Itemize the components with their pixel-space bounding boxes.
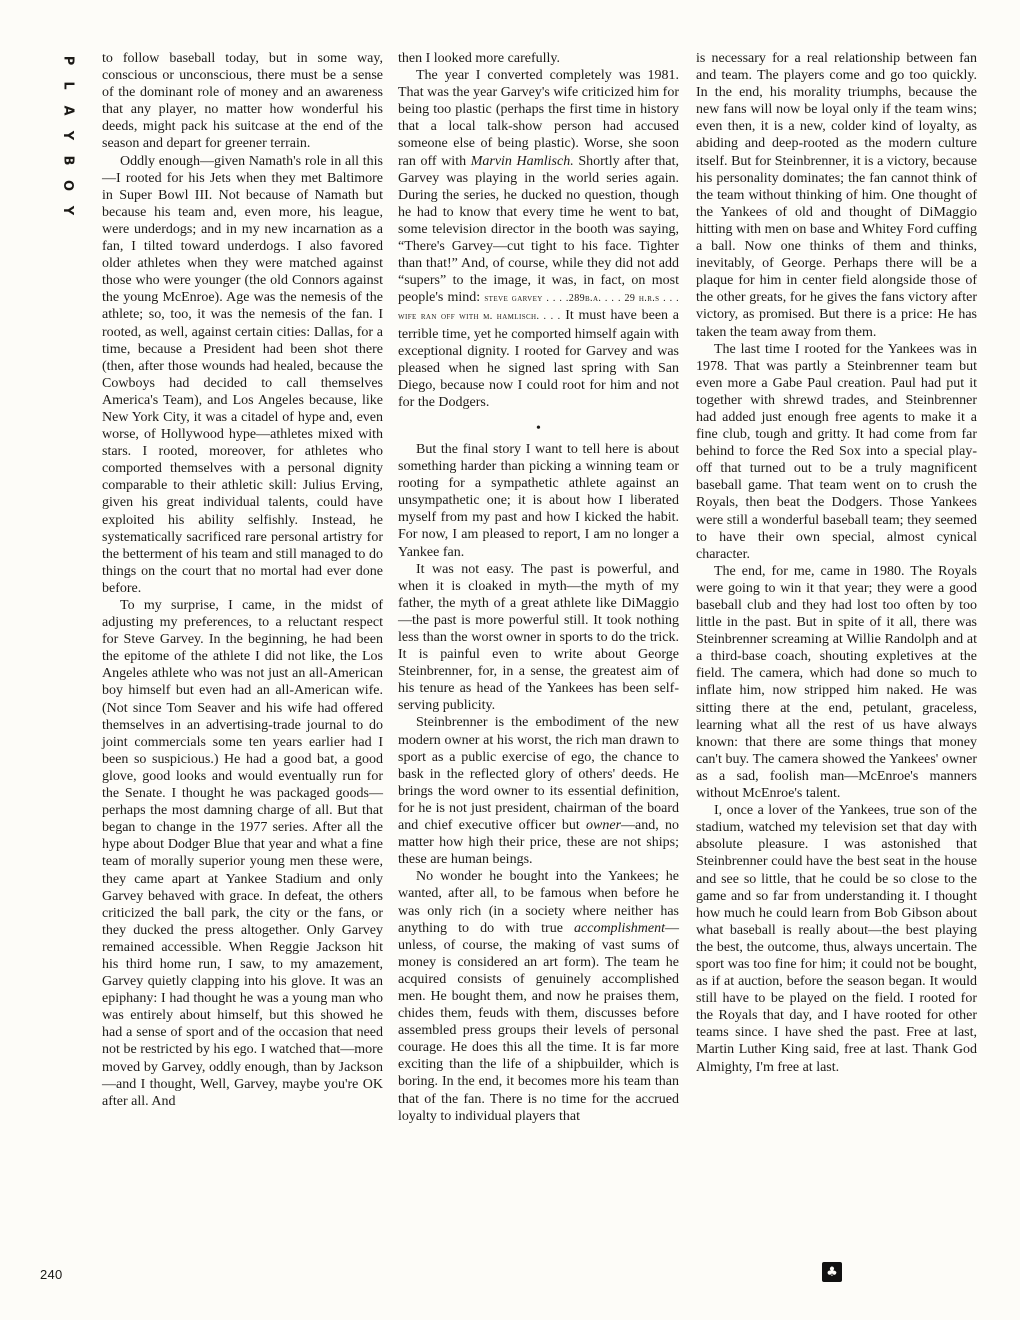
section-break-bullet: • xyxy=(536,420,541,436)
italic-text: owner xyxy=(586,818,622,834)
article-paragraph xyxy=(696,802,977,1076)
paragraph-text: is necessary for a real relationship between fan and team. The players come and go too quickly. In the end, his morality triumphs, because the new fans will now be loyal only if the team wins; even then, it is a new, colder kind of loyalty, as abiding and deep-rooted as the modern culture itself. But for Steinbrenner, it is a victory, because his personality dominates; the fan cannot think of the team without thinking of him. One thought of the Yankees of old and thought of DiMaggio hitting with men on base and Whitey Ford cuffing a ball. Now one thinks of them and thinks, inevitably, of George. Perhaps there will be a plaque for him in center field alongside those of the other greats, for he gives the fans victory after victory, as promised. But there is a price: He has taken the team away from them. xyxy=(696,51,977,340)
paragraph-text: To my surprise, I came, in the midst of adjusting my preferences, to a reluctant respect for Steve Garvey. In the beginning, he had been the epitome of the athlete I did not like, the Los Angeles athlete who was not just an all-American boy himself but even had an all-American wife. (Not since Tom Seaver and his wife had offered themselves in an advertising-trade journal to do joint commercials some ten years earlier had I been so suspicious.) He had a good bat, a good glove, good looks and would eventually run for the Senate. I thought he was packaged goods—perhaps the most damning charge of all. But that began to change in the 1977 series. After all the hype about Dodger Blue that year and what a fine team of morally superior young men these were, they came apart at Yankee Stadium and only Garvey behaved with grace. In defeat, the others criticized the ball park, the city or the fans, or they ducked the press altogether. Only Garvey remained accessible. When Reggie Jackson hit his third home run, I saw, to my amazement, Garvey quietly clapping into his glove. It was an epiphany: I had thought he was a young man who was entirely about himself, but this showed he had a sense of sport and of the occasion that need not be restricted by his ego. I watched that—more moved by Garvey, oddly enough, than by Jackson—and I thought, Well, Garvey, maybe you're OK after all. And xyxy=(102,598,383,1109)
masthead-letter: B xyxy=(60,155,76,166)
article-paragraph xyxy=(398,67,679,411)
paragraph-text: I, once a lover of the Yankees, true son of the stadium, watched my television set that day with absolute pleasure. I was astonished that Steinbrenner could have the best seat in the house and see so little, that he could be so close to the game and so far from understanding it. I thought how much he could learn from Bob Gibson about what baseball is really about—the best playing the best, the outcome, thus, always uncertain. The sport was too fine for him; it could not be bought, as if at auction, before the season began. It would still have to be played on the field. I rooted for the Royals that day, and I have rooted for other teams since. I have shed the past. Free at last, Martin Luther King said, free at last. Thank God Almighty, I'm free at last. xyxy=(696,803,977,1075)
article-paragraph xyxy=(696,341,977,563)
masthead-letter: Y xyxy=(60,205,76,216)
page-number: 240 xyxy=(40,1267,63,1282)
paragraph-text: The year I converted completely was 1981. That was the year Garvey's wife criticized him for being too plastic (perhaps the first time in history that a local talk-show person had accused someone else of being plastic). Worse, she soon ran off with xyxy=(398,68,679,169)
masthead-letter: P xyxy=(60,55,76,66)
article-paragraph xyxy=(398,561,679,715)
article-paragraph xyxy=(398,714,679,868)
article-paragraph xyxy=(398,50,679,67)
paragraph-text: Oddly enough—given Namath's role in all this—I rooted for his Jets when they met Baltimore in Super Bowl III. Not because of Namath but because his team and, even more, his league, were underdogs; and in my new incarnation as a fan, I tilted toward underdogs. I also favored older athletes when they were matched against those who were younger (the old Connors against the young McEnroe). Age was the nemesis of the athlete; so, too, it was the nemesis of the fan. I rooted, as well, against certain cities: Dallas, for a time, because a President had been shot there (then, after those wounds had healed, because the Cowboys had decided to call themselves America's Team), and Los Angeles because, like New York City, it was a citadel of hype and, even worse, of Hollywood hype—athletes mixed with stars. I rooted, moreover, for athletes who comported themselves with a personal dignity comparable to their athletic skill: Julius Erving, given his great individual talents, could have exploited his ability selfishly. Instead, he systematically sacrificed rare personal artistry for the betterment of his team and still managed to do things on the court that no mortal had ever done before. xyxy=(102,153,383,596)
paragraph-text: No wonder he bought into the Yankees; he wanted, after all, to be famous when before he was only rich (in a society where neither has anything to do with true xyxy=(398,869,679,936)
article-paragraph xyxy=(696,563,977,802)
article-paragraph xyxy=(102,597,383,1110)
masthead-letter: L xyxy=(60,81,76,90)
paragraph-text: The last time I rooted for the Yankees was in 1978. That was partly a Steinbrenner team but even more a Gabe Paul creation. Paul had put it together with shrewd trades, and Steinbrenner had added just enough free agents to make it a fine club, tough and gritty. It had come from far behind to force the Red Sox into a special play-off that turned out to be a truly magnificent baseball game. That team went on to crush the Royals, then beat the Dodgers. Those Yankees were still a wonderful baseball team; they seemed to have their own special, almost cynical character. xyxy=(696,341,977,562)
paragraph-text: —unless, of course, the making of vast sums of money is considered an art form). The team he acquired consists of genuinely accomplished men. He bought them, and now he praises them, chides them, feuds with them, discusses before assembled press groups their levels of personal courage. He does this all the time. It is far more exciting than the life of a shipbuilder, which is boring. In the end, it becomes more his team than that of the fan. There is no time for the accrued loyalty to individual players that xyxy=(398,920,679,1124)
paragraph-text: Shortly after that, Garvey was playing in the world series again. During the series, he ducked no question, though he had to know that every time he went to bat, some television director in the booth was saying, “There's Garvey—cut tight to his face. Tighter than that!” And, of course, while they did not add “supers” to the image, it was, in fact, on most people's mind: xyxy=(398,153,679,306)
magazine-masthead-vertical xyxy=(50,48,74,223)
article-paragraph xyxy=(102,50,383,153)
end-mark-icon: ♣ xyxy=(822,1262,842,1282)
paragraph-text: But the final story I want to tell here is about something harder than picking a winning team or rooting for a sympathetic athlete against an unsympathetic one; it is about how I liberated myself from my past and how I kicked the habit. For now, I am pleased to report, I am no longer a Yankee fan. xyxy=(398,441,679,560)
paragraph-text: —and, no matter how high their price, these are not ships; these are human beings. xyxy=(398,818,679,868)
text-column-3 xyxy=(696,50,977,1076)
masthead-letter: O xyxy=(60,179,76,192)
article-paragraph xyxy=(696,50,977,341)
small-caps-text: steve garvey . . . .289b.a. . . . 29 h.r.s . . . wife ran off with m. hamlisch. . . . xyxy=(398,293,679,323)
masthead-letter: Y xyxy=(60,130,76,141)
article-paragraph xyxy=(398,868,679,1124)
paragraph-text: Steinbrenner is the embodiment of the new modern owner at his worst, the rich man drawn to sport as a public exercise of ego, the chance to bask in the reflected glory of others' deeds. He brings the word owner to its essential definition, for he is not just president, chairman of the board and chief executive officer but xyxy=(398,715,679,834)
paragraph-text: It must have been a terrible time, yet he comported himself again with exceptional dignity. I rooted for Garvey and was pleased when he signed last spring with San Diego, because now I could root for him and not for the Dodgers. xyxy=(398,308,679,410)
paragraph-text: The end, for me, came in 1980. The Royals were going to win it that year; they were a good baseball club and they had lost too often by too little in the past. But in spite of it all, there was Steinbrenner screaming at Willie Randolph and at a third-base coach, shouting expletives at the field. The camera, which had done so much to inflate him, now stripped him naked. He was sitting there at the end, petulant, graceless, learning what all the rest of us have always known: that there are some things that money can't buy. The camera showed the Yankees' owner as a sad, foolish man—McEnroe's manners without McEnroe's talent. xyxy=(696,563,977,802)
italic-text: accomplishment xyxy=(574,920,665,936)
italic-text: Marvin Hamlisch. xyxy=(470,153,574,169)
paragraph-text: then I looked more carefully. xyxy=(398,51,560,66)
article-paragraph xyxy=(398,441,679,561)
article-paragraph xyxy=(102,153,383,597)
paragraph-text: It was not easy. The past is powerful, and when it is cloaked in myth—the myth of my father, the myth of a great athlete like DiMaggio—the past is more powerful still. It took nothing less than the worst owner in sports to do the trick. It is painful even to write about George Steinbrenner, for, in a sense, the greatest aim of his tenure as head of the Yankees has been self-serving publicity. xyxy=(398,561,679,714)
text-column-2 xyxy=(398,50,679,1125)
paragraph-text: to follow baseball today, but in some way, conscious or unconscious, there must be a sense of the dominant role of money and an awareness that any player, no matter how wonderful his deeds, might pack his suitcase at the end of the season and depart for greener terrain. xyxy=(102,51,383,152)
masthead-letter: A xyxy=(60,105,76,116)
text-column-1 xyxy=(102,50,383,1110)
